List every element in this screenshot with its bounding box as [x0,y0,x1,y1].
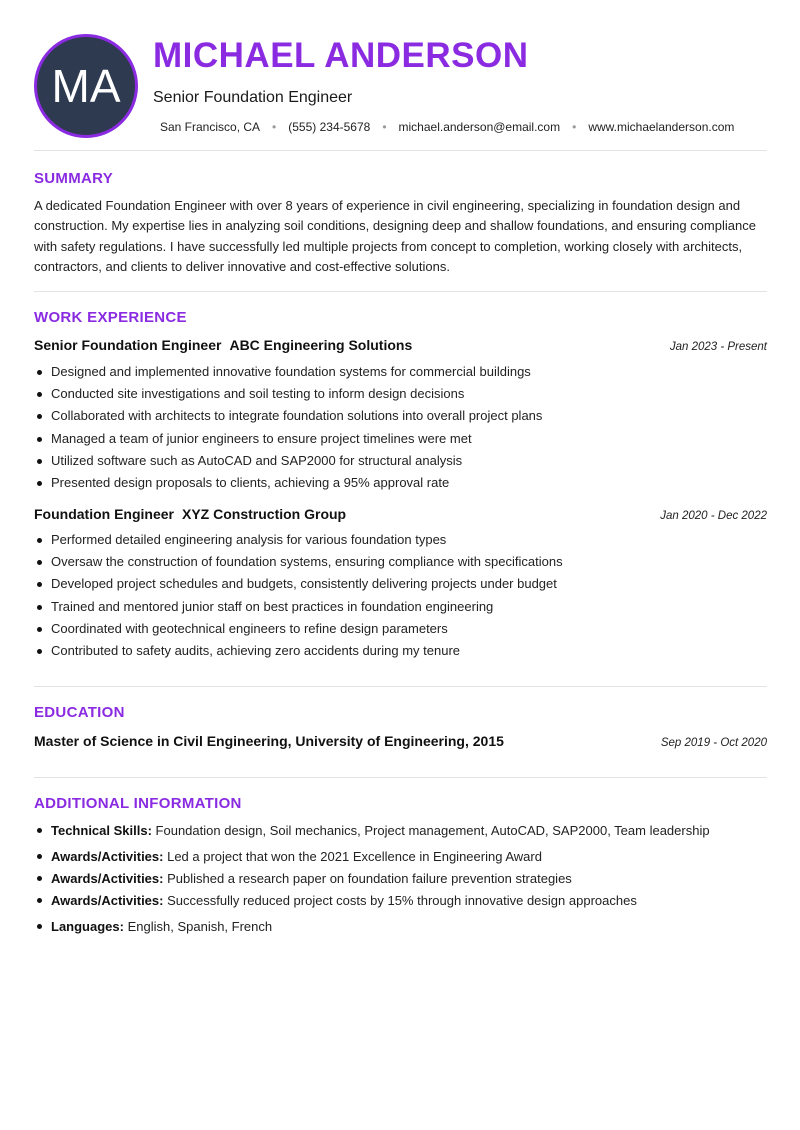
candidate-name: MICHAEL ANDERSON [153,36,529,75]
list-item [34,846,767,868]
contact-website[interactable]: www.michaelanderson.com [588,120,735,134]
job-role-company [34,337,412,355]
summary-text: A dedicated Foundation Engineer with over 8 years of experience in civil engineering, specializing in foundation design and construction. My expertise lies in analyzing soil conditions, designing deep and shallow foundations, and ensuring compliance with safety regulations. I have successfully led multiple projects from concept to completion, working closely with architects, contractors, and clients to deliver innovative and cost-effective solutions. [34,198,756,274]
divider [34,777,767,778]
item-value: Foundation design, Soil mechanics, Project management, AutoCAD, SAP2000, Team leadership [155,823,710,838]
separator-dot: • [572,120,577,134]
job-bullets [34,529,767,662]
list-item [34,868,767,890]
job-header [34,506,767,524]
list-item: Designed and implemented innovative foundation systems for commercial buildings [34,361,767,383]
divider [34,291,767,292]
list-item: Developed project schedules and budgets, consistently delivering projects under budget [34,573,767,595]
item-value: English, Spanish, French [127,919,273,934]
job-header [34,337,767,355]
divider [34,686,767,687]
job-role-company [34,506,346,524]
list-item: Coordinated with geotechnical engineers to refine design parameters [34,618,767,640]
avatar [34,34,138,138]
separator-dot: • [382,120,387,134]
list-item [34,890,767,916]
separator-dot: • [272,120,277,134]
item-label: Technical Skills: [51,823,152,838]
list-item: Conducted site investigations and soil testing to inform design decisions [34,383,767,405]
job-role: Foundation Engineer [34,506,174,522]
list-item: Performed detailed engineering analysis for various foundation types [34,529,767,551]
list-item: Collaborated with architects to integrate foundation solutions into overall project plans [34,405,767,427]
job-title: Senior Foundation Engineer [153,89,353,106]
list-item: Trained and mentored junior staff on best practices in foundation engineering [34,596,767,618]
item-value: Led a project that won the 2021 Excellence in Engineering Award [167,849,542,864]
divider [34,150,767,151]
contact-location: San Francisco, CA [160,120,261,134]
contact-email[interactable]: michael.anderson@email.com [398,120,561,134]
section-title-additional: ADDITIONAL INFORMATION [34,795,242,812]
education-entry [34,733,767,749]
job-company: ABC Engineering Solutions [229,337,413,353]
section-title-summary: SUMMARY [34,170,114,187]
contact-phone: (555) 234-5678 [288,120,371,134]
job-company: XYZ Construction Group [182,506,347,522]
list-item: Contributed to safety audits, achieving zero accidents during my tenure [34,640,767,662]
contact-info [160,120,734,134]
item-value: Published a research paper on foundation failure prevention strategies [167,871,572,886]
list-item: Oversaw the construction of foundation systems, ensuring compliance with specifications [34,551,767,573]
additional-list [34,820,767,938]
list-item: Managed a team of junior engineers to ensure project timelines were met [34,428,767,450]
list-item: Utilized software such as AutoCAD and SAP2000 for structural analysis [34,450,767,472]
item-label: Awards/Activities: [51,893,164,908]
job-role: Senior Foundation Engineer [34,337,222,353]
section-title-education: EDUCATION [34,704,125,721]
section-title-experience: WORK EXPERIENCE [34,309,187,326]
item-label: Awards/Activities: [51,871,164,886]
job-dates: Jan 2020 - Dec 2022 [660,510,767,522]
list-item: Presented design proposals to clients, achieving a 95% approval rate [34,472,767,494]
job-dates: Jan 2023 - Present [669,341,767,353]
item-value: Successfully reduced project costs by 15% through innovative design approaches [167,893,637,908]
education-dates: Sep 2019 - Oct 2020 [660,737,767,749]
item-label: Languages: [51,919,124,934]
list-item [34,820,767,846]
item-label: Awards/Activities: [51,849,164,864]
job-bullets [34,361,767,494]
education-degree: Master of Science in Civil Engineering, University of Engineering, 2015 [34,733,504,749]
avatar-initials: MA [51,60,121,112]
list-item [34,916,767,938]
